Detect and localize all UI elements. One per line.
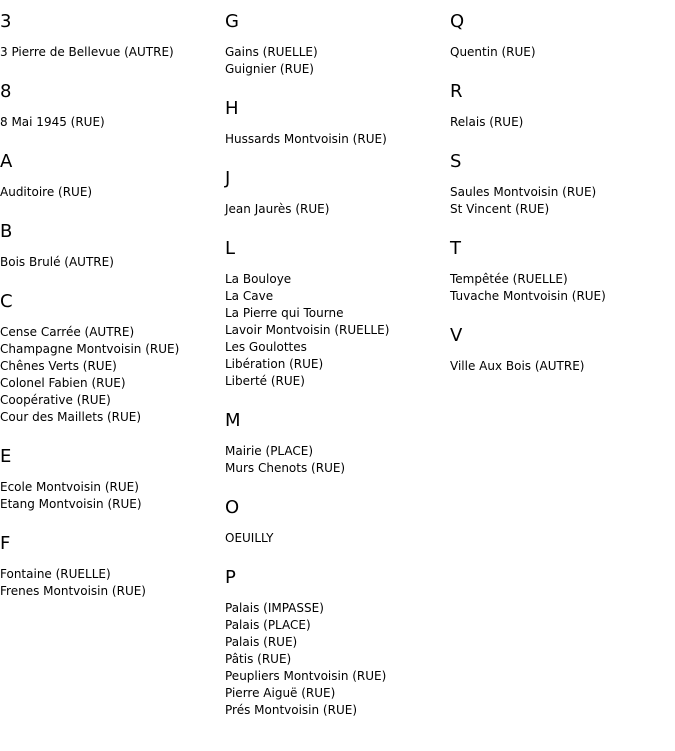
street-list [450, 358, 675, 375]
street-item: Ville Aux Bois (AUTRE) [450, 359, 585, 373]
street-item: Cour des Maillets (RUE) [0, 410, 142, 424]
letter-section [0, 446, 225, 513]
street-item: Etang Montvoisin (RUE) [0, 497, 142, 511]
section-letter-heading: F [0, 533, 11, 554]
street-list [225, 201, 450, 218]
letter-section [450, 238, 675, 305]
street-list [0, 566, 225, 600]
street-item: Lavoir Montvoisin (RUELLE) [225, 323, 390, 337]
street-item: Jean Jaurès (RUE) [225, 202, 330, 216]
street-list [450, 44, 675, 61]
section-letter-heading: P [225, 567, 236, 588]
street-item: St Vincent (RUE) [450, 202, 550, 216]
index-column [0, 11, 225, 620]
street-item: Libération (RUE) [225, 357, 324, 371]
street-item: Coopérative (RUE) [0, 393, 111, 407]
letter-section [225, 567, 450, 719]
street-item: 8 Mai 1945 (RUE) [0, 115, 105, 129]
letter-section [450, 151, 675, 218]
street-item: La Bouloye [225, 272, 292, 286]
street-list [450, 184, 675, 218]
street-item: Peupliers Montvoisin (RUE) [225, 669, 387, 683]
section-letter-heading: E [0, 446, 12, 467]
section-letter-heading: T [450, 238, 461, 259]
street-list [225, 131, 450, 148]
section-letter-heading: O [225, 497, 240, 518]
section-letter-heading: V [450, 325, 463, 346]
letter-section [225, 168, 450, 218]
street-item: Cense Carrée (AUTRE) [0, 325, 135, 339]
section-letter-heading: L [225, 238, 236, 259]
street-list [0, 44, 225, 61]
street-item: La Pierre qui Tourne [225, 306, 344, 320]
letter-section [225, 410, 450, 477]
street-list [0, 114, 225, 131]
letter-section [0, 151, 225, 201]
letter-section [450, 81, 675, 131]
street-list [0, 184, 225, 201]
street-list [225, 600, 450, 719]
street-item: OEUILLY [225, 531, 274, 545]
street-list [225, 530, 450, 547]
street-item: Palais (IMPASSE) [225, 601, 324, 615]
street-item: Tuvache Montvoisin (RUE) [450, 289, 606, 303]
street-item: La Cave [225, 289, 274, 303]
section-letter-heading: M [225, 410, 241, 431]
letter-section [225, 98, 450, 148]
index-column [450, 11, 675, 395]
street-item: Relais (RUE) [450, 115, 524, 129]
section-letter-heading: R [450, 81, 463, 102]
street-item: Pâtis (RUE) [225, 652, 292, 666]
index-column [225, 11, 450, 739]
section-letter-heading: 3 [0, 11, 12, 32]
street-item: Saules Montvoisin (RUE) [450, 185, 597, 199]
letter-section [0, 81, 225, 131]
street-item: Les Goulottes [225, 340, 307, 354]
section-letter-heading: C [0, 291, 13, 312]
section-letter-heading: S [450, 151, 462, 172]
street-list [0, 324, 225, 426]
street-list [450, 114, 675, 131]
street-list [225, 271, 450, 390]
section-letter-heading: G [225, 11, 239, 32]
letter-section [225, 11, 450, 78]
street-item: Chênes Verts (RUE) [0, 359, 117, 373]
letter-section [0, 221, 225, 271]
section-letter-heading: 8 [0, 81, 12, 102]
street-item: 3 Pierre de Bellevue (AUTRE) [0, 45, 174, 59]
letter-section [0, 533, 225, 600]
section-letter-heading: B [0, 221, 13, 242]
street-list [0, 254, 225, 271]
street-item: Murs Chenots (RUE) [225, 461, 346, 475]
street-item: Ecole Montvoisin (RUE) [0, 480, 139, 494]
street-list [0, 479, 225, 513]
street-list [225, 44, 450, 78]
section-letter-heading: A [0, 151, 13, 172]
street-item: Prés Montvoisin (RUE) [225, 703, 357, 717]
street-item: Guignier (RUE) [225, 62, 314, 76]
street-list [450, 271, 675, 305]
letter-section [0, 11, 225, 61]
letter-section [0, 291, 225, 426]
street-item: Palais (RUE) [225, 635, 298, 649]
street-item: Gains (RUELLE) [225, 45, 318, 59]
street-item: Hussards Montvoisin (RUE) [225, 132, 387, 146]
street-list [225, 443, 450, 477]
street-item: Champagne Montvoisin (RUE) [0, 342, 180, 356]
street-item: Tempêtée (RUELLE) [450, 272, 568, 286]
street-item: Palais (PLACE) [225, 618, 311, 632]
street-item: Quentin (RUE) [450, 45, 536, 59]
section-letter-heading: Q [450, 11, 465, 32]
letter-section [225, 497, 450, 547]
street-item: Auditoire (RUE) [0, 185, 93, 199]
street-item: Colonel Fabien (RUE) [0, 376, 126, 390]
street-item: Frenes Montvoisin (RUE) [0, 584, 146, 598]
street-item: Mairie (PLACE) [225, 444, 314, 458]
section-letter-heading: J [225, 168, 231, 189]
street-item: Fontaine (RUELLE) [0, 567, 111, 581]
letter-section [450, 325, 675, 375]
street-item: Bois Brulé (AUTRE) [0, 255, 114, 269]
street-item: Liberté (RUE) [225, 374, 305, 388]
letter-section [225, 238, 450, 390]
section-letter-heading: H [225, 98, 239, 119]
street-item: Pierre Aiguë (RUE) [225, 686, 336, 700]
letter-section [450, 11, 675, 61]
